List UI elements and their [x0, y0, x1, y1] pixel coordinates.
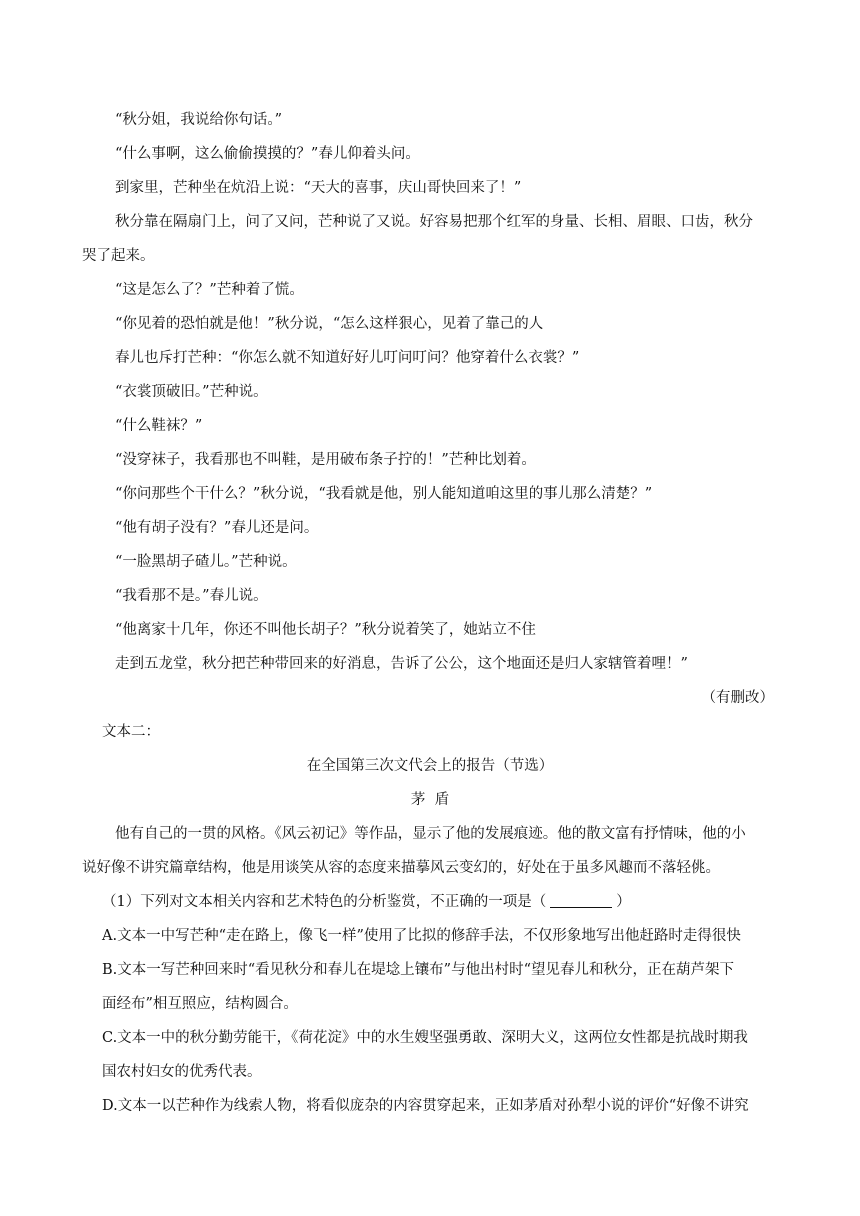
question-stem-close: ）	[616, 894, 631, 910]
dialogue-line: “衣裳顶破旧。”芒种说。	[115, 384, 268, 400]
narration-line: 到家里，芒种坐在炕沿上说：“天大的喜事，庆山哥快回来了！”	[115, 180, 522, 196]
edit-note: （有删改）	[701, 690, 774, 706]
paragraph-line: 他有自己的一贯的风格。《风云初记》等作品，显示了他的发展痕迹。他的散文富有抒情味，他的小	[115, 826, 746, 842]
dialogue-line: 春儿也斥打芒种：“你怎么就不知道好好儿叮问叮问？他穿着什么衣裳？”	[115, 350, 580, 366]
dialogue-line: “一脸黑胡子碴儿。”芒种说。	[115, 554, 297, 570]
narration-line: 哭了起来。	[82, 248, 155, 264]
option-c: C.文本一中的秋分勤劳能干，《荷花淀》中的水生嫂坚强勇敢、深明大义，这两位女性都是抗战时期我	[102, 1030, 748, 1046]
paragraph-line: 说好像不讲究篇章结构，他是用谈笑从容的态度来描摹风云变幻的，好处在于虽多风趣而不落轻佻。	[82, 860, 720, 876]
dialogue-line: “什么鞋袜？”	[115, 418, 203, 434]
dialogue-line: “你见着的恐怕就是他！”秋分说，“怎么这样狠心，见着了靠己的人	[115, 316, 544, 332]
option-c-continued: 国农村妇女的优秀代表。	[102, 1064, 262, 1080]
option-b: B.文本一写芒种回来时“看见秋分和春儿在堤埝上镶布”与他出村时“望见春儿和秋分，正在葫芦架下	[102, 962, 734, 978]
article-author: 茅 盾	[410, 792, 450, 808]
dialogue-line: “秋分姐，我说给你句话。”	[115, 112, 283, 128]
answer-blank[interactable]	[550, 893, 612, 908]
dialogue-line: “什么事啊，这么偷偷摸摸的？”春儿仰着头问。	[115, 146, 420, 162]
option-d: D.文本一以芒种作为线索人物，将看似庞杂的内容贯穿起来，正如茅盾对孙犁小说的评价“好像不讲究	[102, 1098, 749, 1114]
dialogue-line: “你问那些个干什么？”秋分说，“我看就是他，别人能知道咱这里的事儿那么清楚？”	[115, 486, 653, 502]
option-a: A.文本一中写芒种“走在路上，像飞一样”使用了比拟的修辞手法，不仅形象地写出他赶路时走得很快	[102, 928, 741, 944]
narration-line: 秋分靠在隔扇门上，问了又问，芒种说了又说。好容易把那个红军的身量、长相、眉眼、口齿，秋分	[115, 214, 753, 230]
dialogue-line: “他有胡子没有？”春儿还是问。	[115, 520, 319, 536]
dialogue-line: “这是怎么了？”芒种着了慌。	[115, 282, 304, 298]
question-stem-text: （1）下列对文本相关内容和艺术特色的分析鉴赏，不正确的一项是（	[102, 894, 547, 910]
section-label: 文本二：	[102, 724, 160, 740]
dialogue-line: “没穿袜子，我看那也不叫鞋，是用破布条子拧的！”芒种比划着。	[115, 452, 536, 468]
dialogue-line: “我看那不是。”春儿说。	[115, 588, 268, 604]
article-title: 在全国第三次文代会上的报告（节选）	[306, 758, 554, 774]
dialogue-line: “他离家十几年，你还不叫他长胡子？”秋分说着笑了，她站立不住	[115, 622, 536, 638]
narration-line: 走到五龙堂，秋分把芒种带回来的好消息，告诉了公公，这个地面还是归人家辖管着哩！”	[115, 656, 688, 672]
question-stem	[102, 892, 631, 912]
option-b-continued: 面经布”相互照应，结构圆合。	[102, 996, 298, 1012]
